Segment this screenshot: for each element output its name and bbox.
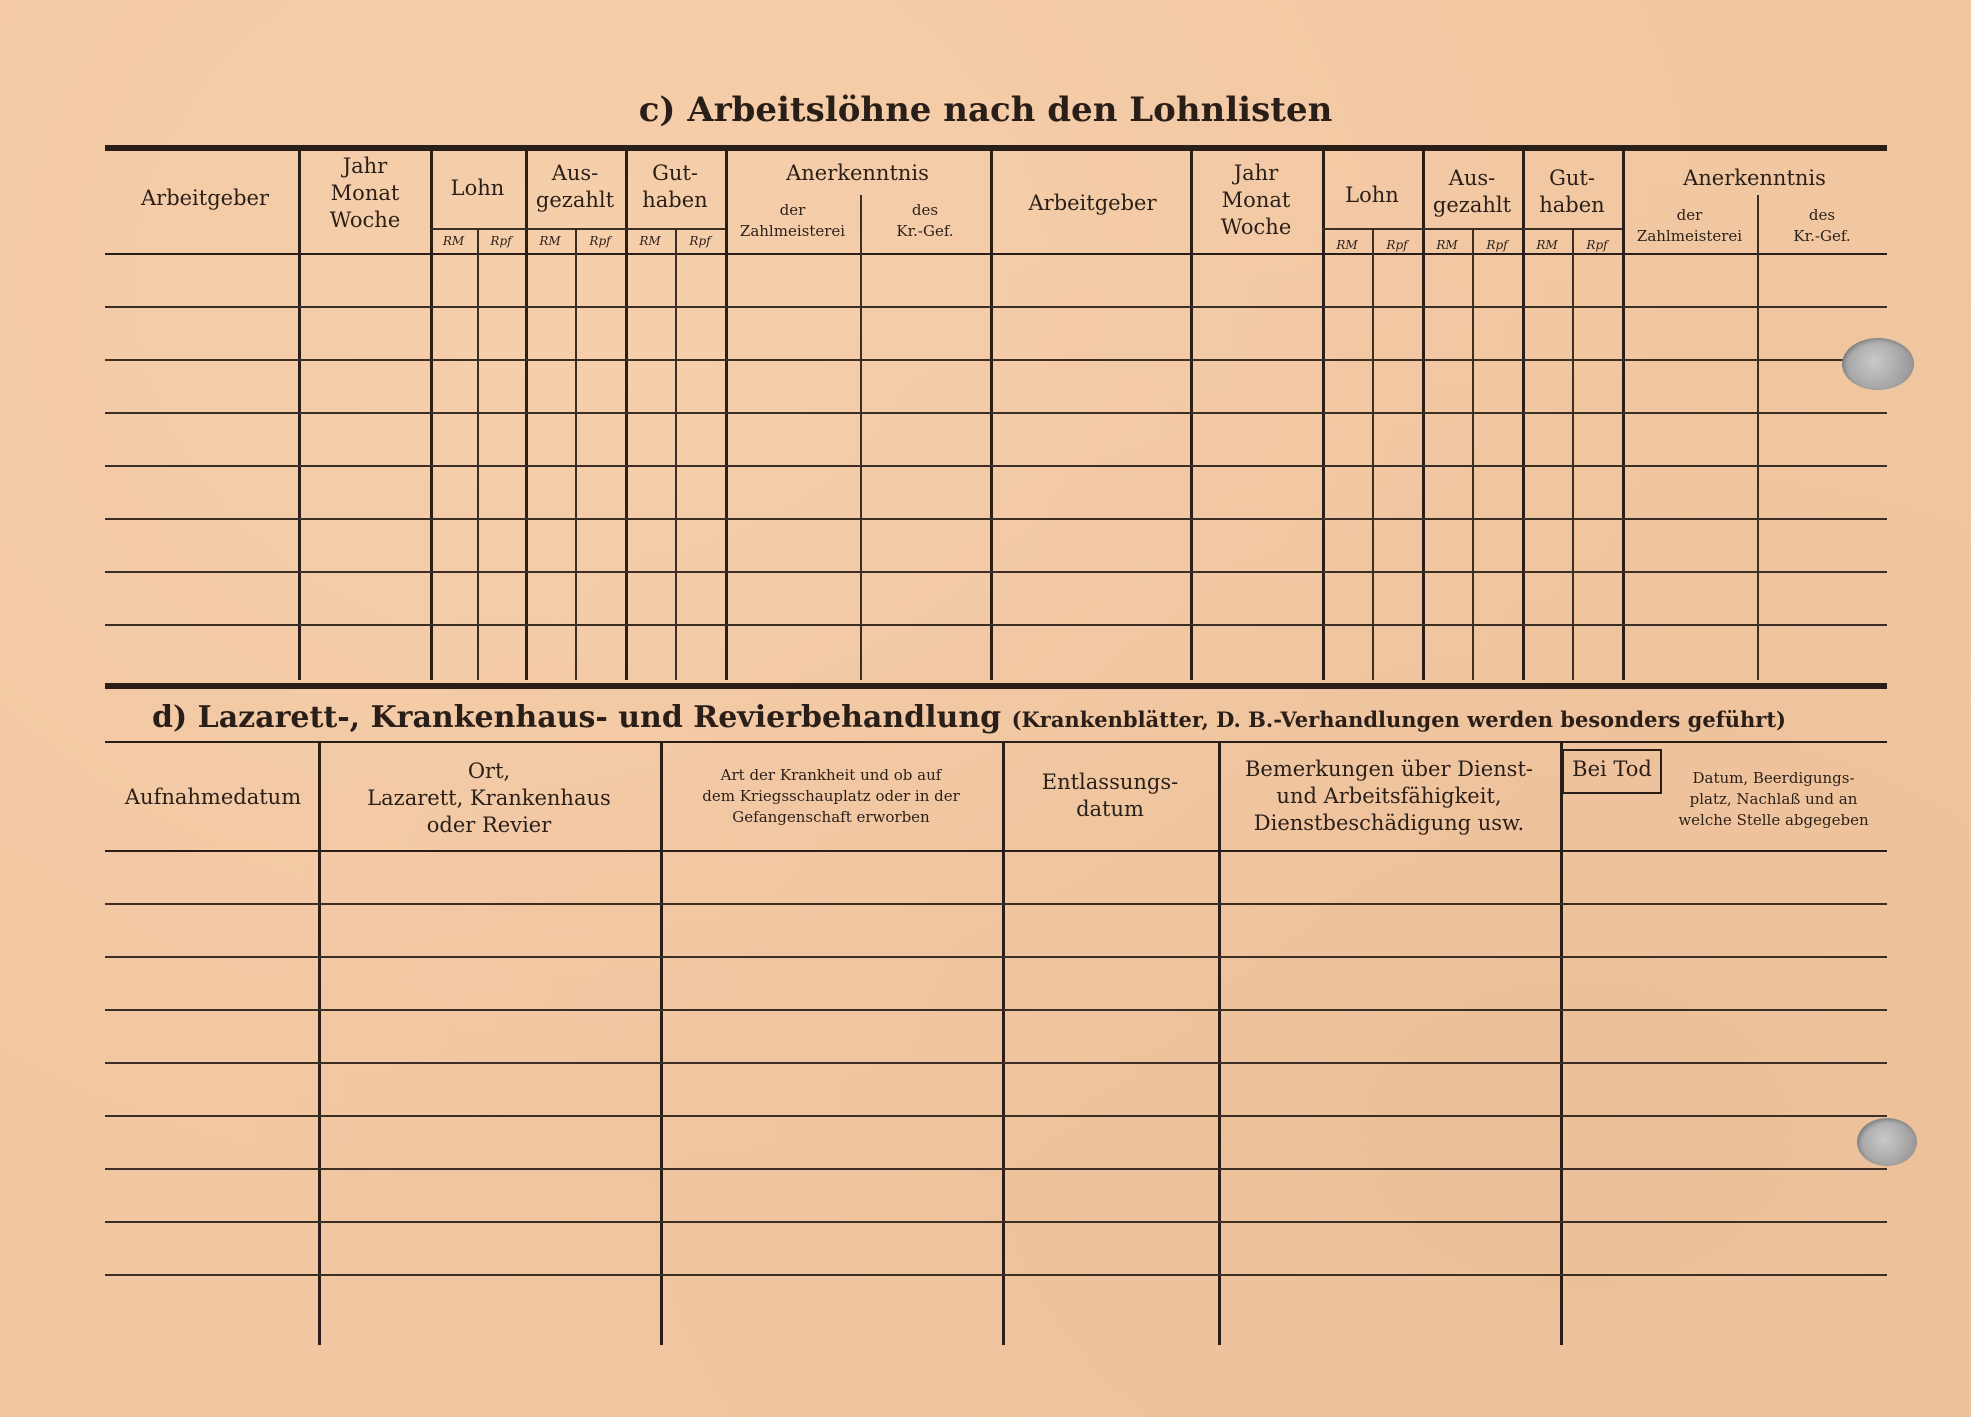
section-c-row-line <box>105 571 1887 573</box>
label-rpf-lohn-right: Rpf <box>1386 238 1408 252</box>
section-c-row-line <box>105 359 1887 361</box>
section-c-subheader-rule <box>1322 228 1622 230</box>
label-rm-guthaben-right: RM <box>1536 238 1558 252</box>
section-c-top-rule <box>105 145 1887 151</box>
header-ort: Ort, Lazarett, Krankenhaus oder Revier <box>367 759 611 837</box>
header-anerkenntnis-right: Anerkenntnis <box>1683 166 1826 190</box>
section-d-row-line <box>105 1009 1887 1011</box>
section-c-subcolumn-divider <box>1757 195 1759 680</box>
section-c-subcolumn-divider <box>575 228 577 680</box>
header-jahr-monat-woche-right: Jahr Monat Woche <box>1220 161 1292 239</box>
section-c-row-line <box>105 412 1887 414</box>
section-d-row-line <box>105 956 1887 958</box>
section-d-row-line <box>105 1274 1887 1276</box>
header-arbeitgeber-right: Arbeitgeber <box>1028 191 1157 215</box>
label-rpf-ausgezahlt-left: Rpf <box>589 234 611 248</box>
section-d-header-top-rule <box>105 741 1887 743</box>
section-d-row-line <box>105 1062 1887 1064</box>
label-rm-lohn-left: RM <box>442 234 465 248</box>
header-ausgezahlt-right: Aus- gezahlt <box>1432 166 1512 217</box>
header-anerkenntnis-left: Anerkenntnis <box>786 161 929 185</box>
section-d-row-line <box>105 1168 1887 1170</box>
section-c-subheader-rule <box>430 228 725 230</box>
header-lohn-right: Lohn <box>1345 183 1399 207</box>
label-rpf-ausgezahlt-right: Rpf <box>1486 238 1508 252</box>
header-der-zahlmeisterei-right: der Zahlmeisterei <box>1636 206 1743 245</box>
section-d-column-divider <box>318 741 321 1345</box>
section-c-column-divider <box>298 148 301 680</box>
section-c-row-line <box>105 306 1887 308</box>
section-c-column-divider <box>725 148 728 680</box>
section-c-row-line <box>105 624 1887 626</box>
header-guthaben-right: Gut- haben <box>1539 166 1605 217</box>
section-d-column-divider <box>660 741 663 1345</box>
punch-hole-upper <box>1842 338 1914 390</box>
section-d-row-line <box>105 1115 1887 1117</box>
section-c-subcolumn-divider <box>860 195 862 680</box>
label-rm-guthaben-left: RM <box>639 234 661 248</box>
section-c-subcolumn-divider <box>675 228 677 680</box>
header-des-kr-gef-right: des Kr.-Gef. <box>1793 206 1851 245</box>
section-c-subcolumn-divider <box>1572 228 1574 680</box>
section-d-column-divider <box>1218 741 1221 1345</box>
section-d-title <box>152 700 1786 735</box>
header-arbeitgeber-left: Arbeitgeber <box>140 186 269 210</box>
section-c-row-line <box>105 518 1887 520</box>
label-rpf-guthaben-left: Rpf <box>689 234 711 248</box>
header-bei-tod: Bei Tod <box>1572 757 1652 781</box>
section-c-column-divider <box>1190 148 1193 680</box>
section-c-subcolumn-divider <box>1472 228 1474 680</box>
header-ausgezahlt-left: Aus- gezahlt <box>535 161 615 212</box>
section-c-row-line <box>105 465 1887 467</box>
header-des-kr-gef-left: des Kr.-Gef. <box>896 201 954 240</box>
section-c-header-rule <box>105 253 1887 255</box>
label-rpf-lohn-left: Rpf <box>490 234 512 248</box>
punch-hole-lower <box>1857 1118 1917 1166</box>
label-rm-lohn-right: RM <box>1336 238 1358 252</box>
section-c-subcolumn-divider <box>477 228 479 680</box>
header-entlassungsdatum: Entlassungs- datum <box>1041 770 1179 821</box>
header-datum-beerdigung: Datum, Beerdigungs- platz, Nachlaß und an welche Stelle abgegeben <box>1678 769 1869 829</box>
section-d-header-bottom-rule <box>105 850 1887 852</box>
label-rm-ausgezahlt-left: RM <box>539 234 561 248</box>
section-d-row-line <box>105 903 1887 905</box>
section-d-top-rule <box>105 683 1887 689</box>
section-d-title-main: d) Lazarett-, Krankenhaus- und Revierbehandlung <box>152 700 1002 735</box>
header-art-der-krankheit: Art der Krankheit und ob auf dem Kriegsschauplatz oder in der Gefangenschaft erworben <box>702 766 960 826</box>
header-jahr-monat-woche-left: Jahr Monat Woche <box>329 154 401 232</box>
section-d-row-line <box>105 1221 1887 1223</box>
header-aufnahmedatum: Aufnahmedatum <box>124 785 302 809</box>
header-guthaben-left: Gut- haben <box>642 161 708 212</box>
header-bemerkungen: Bemerkungen über Dienst- und Arbeitsfähigkeit, Dienstbeschädigung usw. <box>1244 757 1533 835</box>
section-c-title: c) Arbeitslöhne nach den Lohnlisten <box>638 90 1333 130</box>
section-d-subtitle: (Krankenblätter, D. B.-Verhandlungen werden besonders geführt) <box>1011 707 1786 732</box>
section-c-column-divider <box>1622 148 1625 680</box>
section-d-column-divider <box>1002 741 1005 1345</box>
header-der-zahlmeisterei-left: der Zahlmeisterei <box>739 201 846 240</box>
section-c-column-divider <box>990 148 993 680</box>
section-c-subcolumn-divider <box>1372 228 1374 680</box>
label-rm-ausgezahlt-right: RM <box>1436 238 1458 252</box>
section-d-column-divider <box>1560 741 1563 1345</box>
header-lohn-left: Lohn <box>450 176 505 200</box>
label-rpf-guthaben-right: Rpf <box>1586 238 1608 252</box>
